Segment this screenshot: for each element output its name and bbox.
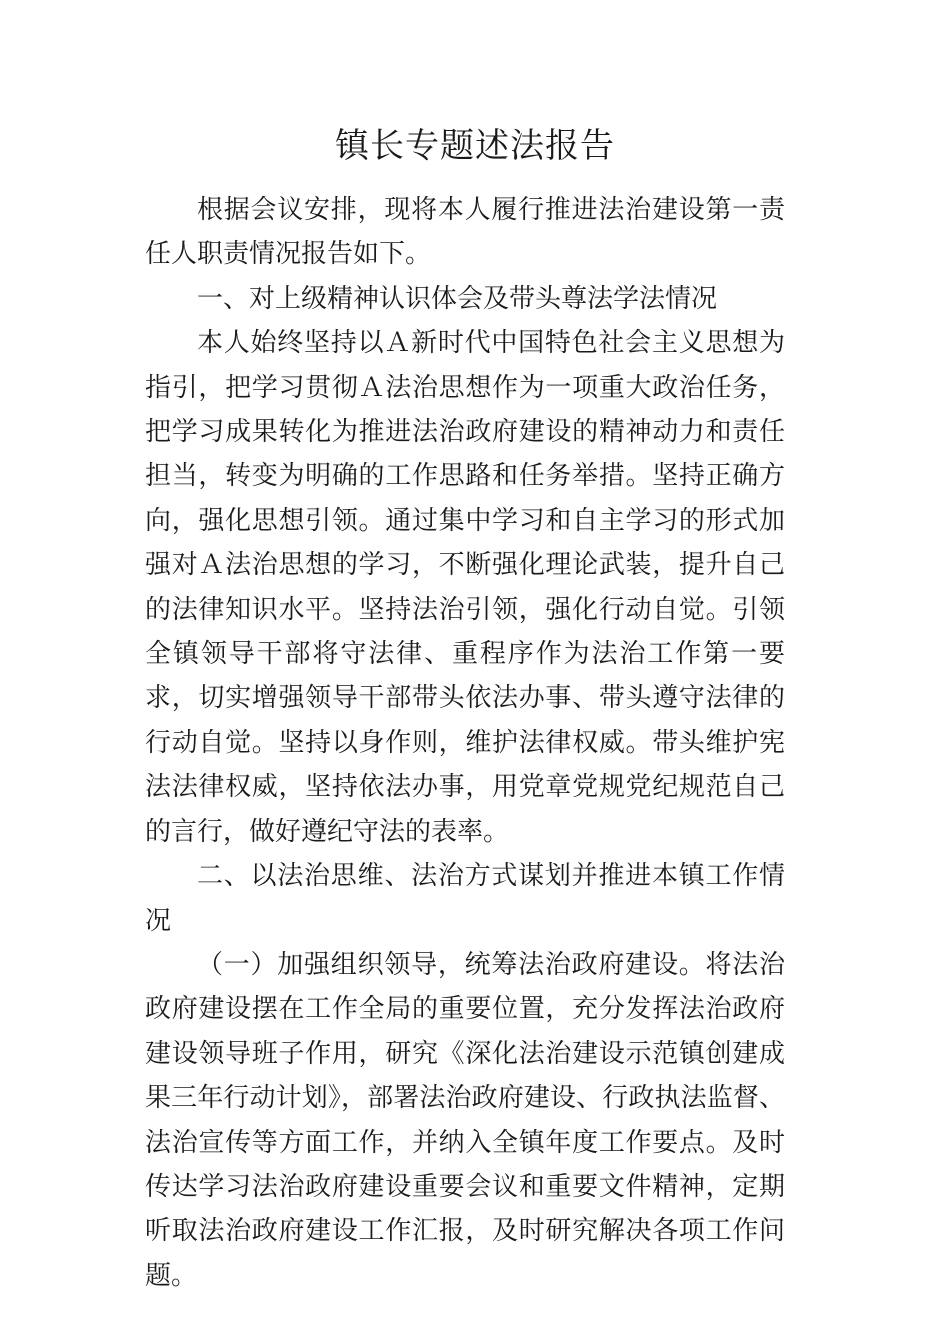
document-body bbox=[145, 188, 785, 1298]
body-paragraph: 本人始终坚持以Ａ新时代中国特色社会主义思想为指引，把学习贯彻Ａ法治思想作为一项重大政治任务，把学习成果转化为推进法治政府建设的精神动力和责任担当，转变为明确的工作思路和任务举措。坚持正确方向，强化思想引领。通过集中学习和自主学习的形式加强对Ａ法治思想的学习，不断强化理论武装，提升自己的法律知识水平。坚持法治引领，强化行动自觉。引领全镇领导干部将守法律、重程序作为法治工作第一要求，切实增强领导干部带头依法办事、带头遵守法律的行动自觉。坚持以身作则，维护法律权威。带头维护宪法法律权威，坚持依法办事，用党章党规党纪规范自己的言行，做好遵纪守法的表率。 bbox=[145, 328, 785, 847]
section-heading-2: 二、以法治思维、法治方式谋划并推进本镇工作情况 bbox=[145, 861, 785, 936]
intro-paragraph: 根据会议安排，现将本人履行推进法治建设第一责任人职责情况报告如下。 bbox=[145, 195, 785, 270]
document-title: 镇长专题述法报告 bbox=[335, 126, 615, 166]
body-paragraph: （一）加强组织领导，统筹法治政府建设。将法治政府建设摆在工作全局的重要位置，充分发挥法治政府建设领导班子作用，研究《深化法治建设示范镇创建成果三年行动计划》，部署法治政府建设、行政执法监督、法治宣传等方面工作，并纳入全镇年度工作要点。及时传达学习法治政府建设重要会议和重要文件精神，定期听取法治政府建设工作汇报，及时研究解决各项工作问题。 bbox=[145, 949, 785, 1291]
section-heading-1: 一、对上级精神认识体会及带头尊法学法情况 bbox=[197, 283, 718, 314]
